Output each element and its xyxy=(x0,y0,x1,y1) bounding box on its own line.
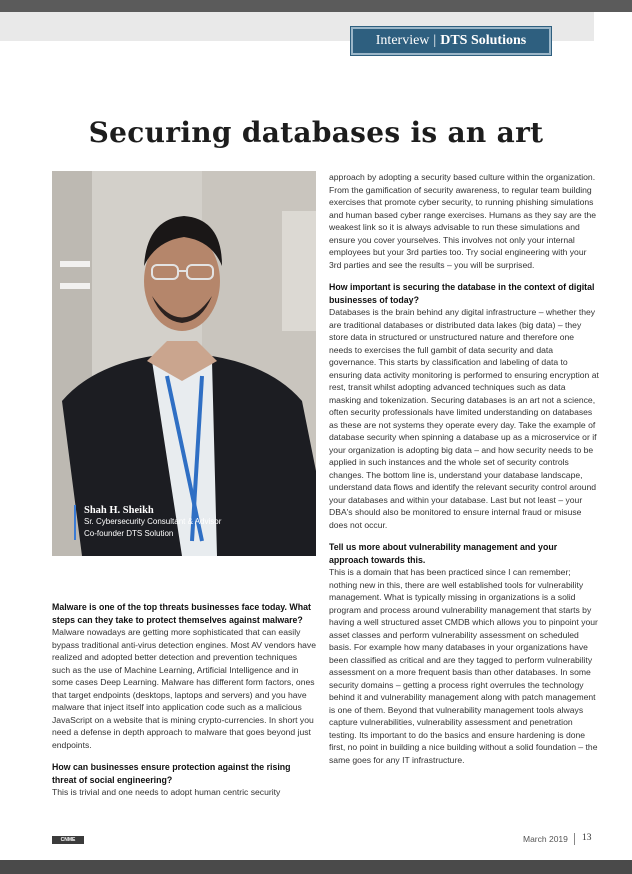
top-band xyxy=(0,0,632,12)
left-column xyxy=(52,601,317,799)
answer-vulnerability: This is a domain that has been practiced since I can remember; nothing new in this, there are well established tools for vulnerability management. What is typically missing in organizations is a solid program and process around vulnerability management that starts by having a well structured asset CMDB which allows you to pinpoint your asset classes and perform vulnerability assessment on scheduled basis. For example how many databases in your organizations have been classified as critical and are they tagged to perform vulnerability assessment on a more frequent basis than other databases. In some security domains – getting a process right overrules the technology behind it and vulnerability management along with patch management is one of them. Beyond that vulnerability management tools always capture vulnerabilities, vulnerability assessment and penetration testing. Its important to do the basics and ensure hardening is done first, no point in building a nice building without a solid foundation – the same goes for any IT infrastructure. xyxy=(329,567,598,765)
question-social-engineering: How can businesses ensure protection against the rising threat of social engineering? xyxy=(52,762,291,785)
footer-separator xyxy=(574,833,575,845)
bottom-band xyxy=(0,860,632,874)
question-database: How important is securing the database in the context of digital businesses of today? xyxy=(329,282,595,305)
company-label: DTS Solutions xyxy=(440,33,527,48)
photo-caption xyxy=(74,505,221,540)
portrait-illustration xyxy=(52,171,316,556)
interviewee-org: Co-founder DTS Solution xyxy=(84,529,174,538)
question-vulnerability: Tell us more about vulnerability management and your approach towards this. xyxy=(329,542,558,565)
question-malware: Malware is one of the top threats businesses face today. What steps can they take to protect themselves against malware? xyxy=(52,602,311,625)
answer-social-engineering: This is trivial and one needs to adopt human centric security xyxy=(52,787,281,797)
article-title: Securing databases is an art xyxy=(88,116,544,149)
section-separator: | xyxy=(433,33,437,48)
page-number: 13 xyxy=(582,833,592,843)
answer-database: Databases is the brain behind any digital infrastructure – whether they are traditional databases or distributed data lakes (big data) – they store data in structured or unstructured nature and therefore one needs to exercises the full gambit of data security and data governance. This starts by classification and labeling of data to ensuring data activity monitoring is performed to ensuring encryption at rest, transit whilst adopting advanced techniques such as data masking and tokenization. Securing databases is an art not a science, often security professionals have limited understanding on databases as these are not systems they operate every day. Take the example of database security when spinning a database up as a microservice or if your organization is adopting big data – and how security needs to be applied in such instances and the whole set of security controls changes. The bottom line is, understand your database landscape, understand data flows and identify the relevant security control around your databases and within your database. Last but not least – your DBA's should also be monitored to ensure internal fraud or misuse does not occur. xyxy=(329,307,599,530)
magazine-logo: CNME xyxy=(52,836,84,844)
interviewee-photo xyxy=(52,171,316,556)
interviewee-name: Shah H. Sheikh xyxy=(84,505,154,516)
answer-malware: Malware nowadays are getting more sophisticated that can easily bypass traditional anti-virus detection engines. Most AV vendors have realized and adopted better detection and prevention techniques such as the use of Machine Learning, Artificial Intelligence and in some cases Deep Learning. Malware has different form factors, ones that target endpoints (desktops, laptops and servers) and you have malware that inject itself into application code such as a malicious JavaScript on a website that is mining crypto-currencies. In short you need a defense in depth approach to malware that goes beyond just endpoints. xyxy=(52,627,317,750)
section-label: Interview xyxy=(375,33,430,48)
interviewee-role: Sr. Cybersecurity Consultant & Advisor xyxy=(84,517,222,526)
right-column xyxy=(329,171,599,766)
section-tag xyxy=(351,27,551,55)
issue-date: March 2019 xyxy=(523,834,568,844)
answer-continuation: approach by adopting a security based culture within the organization. From the gamification of security awareness, to regular team building exercises that promote cyber security, to running phishing simulations and human based cyber range exercises. Humans as they say are the weakest link so it is always advisable to run these simulations and ensure you cover yourselves. This involves not only your internal employees but your 3rd parties too. Try social engineering with your 3rd parties and see the results – you will be surprised. xyxy=(329,172,597,270)
